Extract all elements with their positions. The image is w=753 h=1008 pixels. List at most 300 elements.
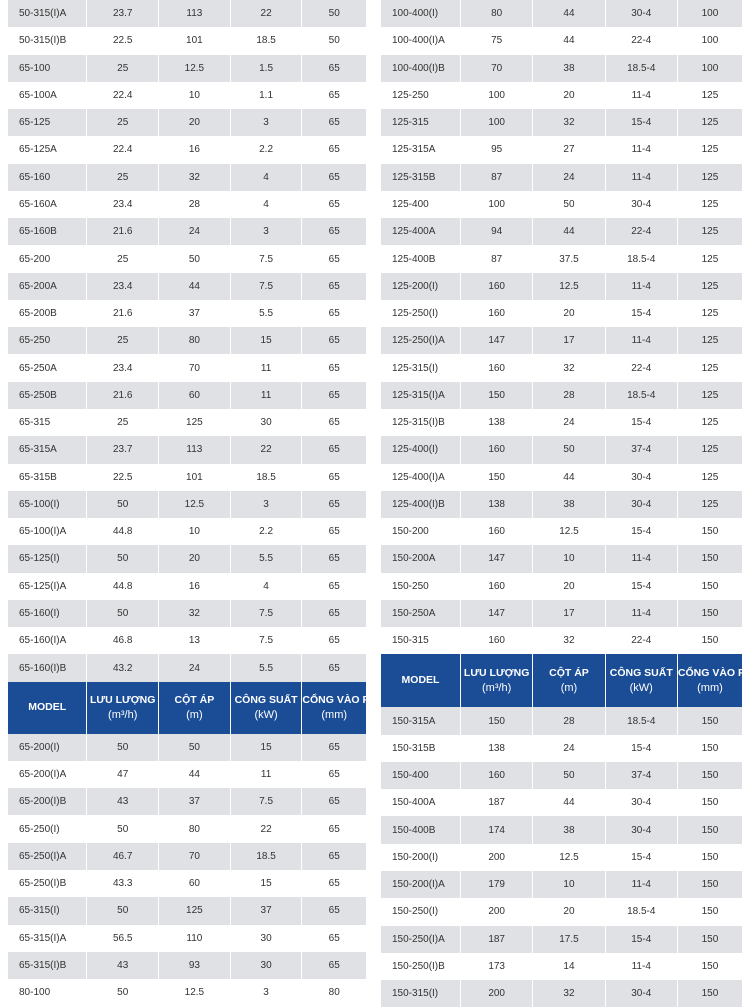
cell-power: 3	[230, 218, 302, 245]
header-power: CÔNG SUẤT (kW)	[605, 654, 677, 707]
cell-port: 65	[302, 191, 367, 218]
cell-model: 100-400(I)B	[381, 55, 461, 82]
cell-head: 101	[159, 464, 231, 491]
cell-model: 150-250(I)	[381, 898, 461, 925]
table-row	[8, 245, 367, 272]
cell-flow: 200	[461, 898, 533, 925]
cell-power: 15-4	[605, 109, 677, 136]
cell-model: 65-315A	[8, 436, 87, 463]
cell-port: 125	[677, 300, 742, 327]
cell-flow: 44.8	[87, 518, 159, 545]
cell-head: 113	[159, 0, 231, 27]
table-row	[381, 844, 743, 871]
cell-head: 17	[533, 327, 605, 354]
cell-flow: 23.4	[87, 273, 159, 300]
cell-port: 65	[302, 436, 367, 463]
cell-power: 11-4	[605, 327, 677, 354]
cell-model: 150-200(I)A	[381, 871, 461, 898]
cell-model: 65-315(I)	[8, 897, 87, 924]
cell-port: 150	[677, 545, 742, 572]
cell-flow: 160	[461, 573, 533, 600]
table-row	[8, 491, 367, 518]
cell-flow: 100	[461, 191, 533, 218]
cell-power: 30-4	[605, 464, 677, 491]
cell-power: 7.5	[230, 600, 302, 627]
cell-port: 150	[677, 735, 742, 762]
table-row	[8, 815, 367, 842]
cell-head: 24	[159, 654, 231, 681]
cell-head: 12.5	[533, 518, 605, 545]
cell-flow: 70	[461, 55, 533, 82]
cell-port: 65	[302, 734, 367, 761]
table-row	[8, 654, 367, 681]
cell-power: 3	[230, 979, 302, 1006]
table-row	[8, 761, 367, 788]
cell-port: 150	[677, 600, 742, 627]
table-row	[381, 762, 743, 789]
header-power: CÔNG SUẤT (kW)	[230, 682, 302, 734]
cell-model: 125-400(I)B	[381, 491, 461, 518]
table-row	[381, 926, 743, 953]
cell-head: 44	[159, 273, 231, 300]
cell-port: 65	[302, 897, 367, 924]
cell-head: 50	[533, 762, 605, 789]
cell-flow: 25	[87, 409, 159, 436]
table-row	[381, 871, 743, 898]
cell-port: 125	[677, 409, 742, 436]
cell-model: 65-250B	[8, 382, 87, 409]
cell-flow: 160	[461, 354, 533, 381]
table-row	[8, 518, 367, 545]
cell-flow: 87	[461, 164, 533, 191]
cell-port: 125	[677, 273, 742, 300]
cell-power: 7.5	[230, 788, 302, 815]
cell-port: 150	[677, 816, 742, 843]
cell-model: 150-400	[381, 762, 461, 789]
cell-flow: 147	[461, 600, 533, 627]
cell-head: 16	[159, 136, 231, 163]
cell-head: 113	[159, 436, 231, 463]
cell-flow: 187	[461, 926, 533, 953]
cell-flow: 95	[461, 136, 533, 163]
table-row	[8, 55, 367, 82]
cell-head: 50	[159, 245, 231, 272]
cell-power: 37-4	[605, 436, 677, 463]
cell-model: 150-400B	[381, 816, 461, 843]
cell-power: 30-4	[605, 980, 677, 1007]
table-row	[8, 382, 367, 409]
cell-model: 65-250(I)A	[8, 843, 87, 870]
table-row	[8, 545, 367, 572]
cell-head: 44	[533, 0, 605, 27]
cell-flow: 43.3	[87, 870, 159, 897]
cell-power: 15	[230, 734, 302, 761]
table-row	[8, 82, 367, 109]
cell-power: 22	[230, 436, 302, 463]
cell-head: 12.5	[159, 55, 231, 82]
cell-model: 65-160(I)	[8, 600, 87, 627]
cell-model: 65-160(I)A	[8, 627, 87, 654]
cell-model: 125-315(I)B	[381, 409, 461, 436]
cell-power: 18.5-4	[605, 707, 677, 734]
cell-head: 60	[159, 870, 231, 897]
cell-port: 65	[302, 382, 367, 409]
cell-power: 15-4	[605, 300, 677, 327]
table-row	[381, 545, 743, 572]
cell-port: 65	[302, 245, 367, 272]
cell-flow: 22.4	[87, 82, 159, 109]
cell-flow: 56.5	[87, 925, 159, 952]
table-row	[8, 436, 367, 463]
cell-head: 14	[533, 953, 605, 980]
cell-power: 11	[230, 382, 302, 409]
cell-flow: 50	[87, 897, 159, 924]
table-row	[8, 409, 367, 436]
cell-model: 65-160B	[8, 218, 87, 245]
table-row	[381, 409, 743, 436]
cell-head: 32	[159, 164, 231, 191]
cell-power: 30	[230, 409, 302, 436]
table-row	[381, 136, 743, 163]
table-row	[381, 109, 743, 136]
cell-port: 150	[677, 953, 742, 980]
cell-port: 65	[302, 300, 367, 327]
cell-port: 150	[677, 926, 742, 953]
cell-model: 65-100	[8, 55, 87, 82]
cell-power: 11-4	[605, 164, 677, 191]
cell-flow: 22.4	[87, 136, 159, 163]
cell-power: 11-4	[605, 82, 677, 109]
cell-port: 65	[302, 218, 367, 245]
cell-port: 65	[302, 273, 367, 300]
cell-flow: 50	[87, 979, 159, 1006]
cell-model: 65-100(I)A	[8, 518, 87, 545]
cell-head: 27	[533, 136, 605, 163]
cell-power: 5.5	[230, 654, 302, 681]
cell-head: 101	[159, 27, 231, 54]
cell-port: 65	[302, 464, 367, 491]
cell-model: 125-400	[381, 191, 461, 218]
cell-flow: 150	[461, 382, 533, 409]
cell-flow: 75	[461, 27, 533, 54]
cell-port: 150	[677, 762, 742, 789]
cell-flow: 44.8	[87, 573, 159, 600]
table-row	[8, 979, 367, 1006]
cell-head: 12.5	[159, 491, 231, 518]
table-row	[381, 436, 743, 463]
cell-model: 125-400B	[381, 245, 461, 272]
cell-power: 11	[230, 761, 302, 788]
cell-flow: 200	[461, 980, 533, 1007]
cell-port: 125	[677, 109, 742, 136]
table-row	[8, 734, 367, 761]
left-table-body-top	[8, 0, 367, 682]
cell-model: 65-250(I)	[8, 815, 87, 842]
cell-flow: 43	[87, 952, 159, 979]
cell-model: 65-315	[8, 409, 87, 436]
cell-flow: 160	[461, 762, 533, 789]
cell-port: 65	[302, 136, 367, 163]
cell-port: 125	[677, 245, 742, 272]
cell-flow: 47	[87, 761, 159, 788]
header-port: CỔNG VÀO RA (mm)	[302, 682, 367, 734]
cell-power: 4	[230, 164, 302, 191]
cell-port: 65	[302, 109, 367, 136]
cell-port: 150	[677, 980, 742, 1007]
cell-port: 125	[677, 464, 742, 491]
cell-power: 11-4	[605, 871, 677, 898]
cell-power: 3	[230, 491, 302, 518]
cell-model: 65-125	[8, 109, 87, 136]
cell-flow: 22.5	[87, 464, 159, 491]
cell-head: 50	[159, 734, 231, 761]
header-model: MODEL	[8, 682, 87, 734]
cell-model: 65-100(I)	[8, 491, 87, 518]
cell-head: 10	[533, 871, 605, 898]
cell-port: 125	[677, 382, 742, 409]
table-row	[381, 82, 743, 109]
table-row	[8, 109, 367, 136]
cell-power: 22	[230, 0, 302, 27]
cell-power: 30-4	[605, 816, 677, 843]
table-row	[8, 354, 367, 381]
cell-head: 50	[533, 191, 605, 218]
table-row	[8, 600, 367, 627]
cell-flow: 46.8	[87, 627, 159, 654]
cell-head: 28	[533, 707, 605, 734]
cell-flow: 50	[87, 545, 159, 572]
table-row	[8, 191, 367, 218]
cell-flow: 43	[87, 788, 159, 815]
cell-model: 65-200(I)	[8, 734, 87, 761]
cell-head: 16	[159, 573, 231, 600]
table-row	[381, 300, 743, 327]
table-row	[381, 218, 743, 245]
cell-power: 30	[230, 925, 302, 952]
pump-spec-table-right	[381, 0, 753, 1007]
cell-head: 24	[533, 735, 605, 762]
cell-power: 1.5	[230, 55, 302, 82]
cell-flow: 87	[461, 245, 533, 272]
table-row	[381, 816, 743, 843]
cell-model: 150-200(I)	[381, 844, 461, 871]
table-row	[8, 27, 367, 54]
table-row	[381, 898, 743, 925]
table-row	[381, 191, 743, 218]
cell-flow: 21.6	[87, 300, 159, 327]
right-table-body-top	[381, 0, 743, 654]
table-row	[8, 627, 367, 654]
cell-head: 37.5	[533, 245, 605, 272]
cell-head: 12.5	[533, 844, 605, 871]
cell-head: 20	[533, 82, 605, 109]
cell-port: 150	[677, 573, 742, 600]
cell-power: 30-4	[605, 491, 677, 518]
cell-head: 44	[533, 218, 605, 245]
cell-flow: 160	[461, 518, 533, 545]
cell-model: 150-200	[381, 518, 461, 545]
table-row	[381, 518, 743, 545]
header-port: CỔNG VÀO RA (mm)	[677, 654, 742, 707]
cell-head: 24	[533, 164, 605, 191]
cell-power: 4	[230, 191, 302, 218]
cell-port: 125	[677, 218, 742, 245]
cell-port: 65	[302, 761, 367, 788]
cell-flow: 179	[461, 871, 533, 898]
cell-head: 12.5	[533, 273, 605, 300]
cell-flow: 50	[87, 600, 159, 627]
cell-power: 7.5	[230, 245, 302, 272]
cell-port: 65	[302, 843, 367, 870]
table-row	[381, 164, 743, 191]
cell-power: 18.5-4	[605, 245, 677, 272]
cell-head: 20	[159, 109, 231, 136]
table-row	[8, 897, 367, 924]
cell-head: 20	[159, 545, 231, 572]
cell-power: 11	[230, 354, 302, 381]
cell-port: 50	[302, 0, 367, 27]
cell-power: 18.5	[230, 27, 302, 54]
table-row	[381, 491, 743, 518]
table-row	[8, 136, 367, 163]
cell-model: 65-125(I)	[8, 545, 87, 572]
cell-model: 65-315(I)A	[8, 925, 87, 952]
cell-power: 18.5-4	[605, 382, 677, 409]
table-row	[381, 627, 743, 654]
cell-head: 125	[159, 409, 231, 436]
table-row	[8, 870, 367, 897]
cell-power: 18.5	[230, 843, 302, 870]
cell-model: 125-200(I)	[381, 273, 461, 300]
cell-head: 17	[533, 600, 605, 627]
right-spec-table-panel	[381, 0, 753, 1007]
cell-flow: 50	[87, 491, 159, 518]
cell-model: 150-250(I)A	[381, 926, 461, 953]
cell-head: 44	[533, 27, 605, 54]
cell-port: 150	[677, 871, 742, 898]
cell-power: 2.2	[230, 518, 302, 545]
table-row	[381, 273, 743, 300]
left-table-header-group	[8, 682, 378, 734]
header-head: CỘT ÁP (m)	[159, 682, 231, 734]
cell-model: 150-315(I)	[381, 980, 461, 1007]
cell-head: 80	[159, 327, 231, 354]
cell-port: 80	[302, 979, 367, 1006]
cell-power: 30-4	[605, 789, 677, 816]
cell-flow: 21.6	[87, 218, 159, 245]
cell-head: 44	[533, 464, 605, 491]
cell-head: 10	[159, 82, 231, 109]
table-row	[8, 925, 367, 952]
cell-flow: 138	[461, 409, 533, 436]
cell-power: 11-4	[605, 600, 677, 627]
cell-head: 20	[533, 300, 605, 327]
cell-power: 11-4	[605, 953, 677, 980]
cell-port: 65	[302, 55, 367, 82]
cell-model: 150-315	[381, 627, 461, 654]
cell-model: 150-250A	[381, 600, 461, 627]
cell-model: 150-250	[381, 573, 461, 600]
header-model: MODEL	[381, 654, 461, 707]
table-header-row	[8, 682, 367, 734]
cell-head: 60	[159, 382, 231, 409]
cell-port: 65	[302, 409, 367, 436]
cell-port: 125	[677, 82, 742, 109]
table-row	[381, 245, 743, 272]
cell-head: 24	[533, 409, 605, 436]
cell-port: 125	[677, 491, 742, 518]
cell-power: 4	[230, 573, 302, 600]
table-row	[8, 464, 367, 491]
cell-model: 100-400(I)	[381, 0, 461, 27]
cell-flow: 25	[87, 55, 159, 82]
cell-flow: 100	[461, 109, 533, 136]
table-row	[8, 218, 367, 245]
right-table-header-group	[381, 654, 753, 707]
table-row	[8, 843, 367, 870]
cell-power: 15-4	[605, 573, 677, 600]
cell-power: 18.5-4	[605, 55, 677, 82]
cell-head: 50	[533, 436, 605, 463]
cell-port: 65	[302, 573, 367, 600]
cell-power: 11-4	[605, 545, 677, 572]
table-row	[381, 600, 743, 627]
cell-port: 65	[302, 925, 367, 952]
cell-flow: 23.7	[87, 436, 159, 463]
cell-port: 125	[677, 436, 742, 463]
left-table-body-bottom	[8, 734, 367, 1007]
cell-port: 50	[302, 27, 367, 54]
table-row	[381, 354, 743, 381]
cell-head: 28	[533, 382, 605, 409]
cell-power: 22-4	[605, 627, 677, 654]
cell-model: 125-315A	[381, 136, 461, 163]
table-row	[8, 0, 367, 27]
cell-flow: 147	[461, 545, 533, 572]
cell-port: 65	[302, 654, 367, 681]
cell-power: 11-4	[605, 136, 677, 163]
table-row	[381, 707, 743, 734]
cell-port: 150	[677, 707, 742, 734]
cell-flow: 138	[461, 735, 533, 762]
cell-port: 150	[677, 789, 742, 816]
cell-head: 38	[533, 816, 605, 843]
cell-head: 70	[159, 843, 231, 870]
cell-head: 32	[533, 109, 605, 136]
cell-model: 65-160	[8, 164, 87, 191]
cell-power: 7.5	[230, 273, 302, 300]
cell-flow: 50	[87, 815, 159, 842]
cell-power: 30-4	[605, 191, 677, 218]
cell-head: 32	[533, 354, 605, 381]
cell-flow: 25	[87, 109, 159, 136]
header-head: CỘT ÁP (m)	[533, 654, 605, 707]
cell-head: 80	[159, 815, 231, 842]
cell-model: 65-200(I)A	[8, 761, 87, 788]
cell-port: 125	[677, 164, 742, 191]
cell-port: 65	[302, 545, 367, 572]
cell-head: 38	[533, 55, 605, 82]
cell-power: 11-4	[605, 273, 677, 300]
cell-port: 65	[302, 491, 367, 518]
cell-power: 7.5	[230, 627, 302, 654]
cell-head: 125	[159, 897, 231, 924]
cell-power: 15-4	[605, 409, 677, 436]
cell-model: 150-250(I)B	[381, 953, 461, 980]
cell-flow: 23.4	[87, 191, 159, 218]
cell-port: 65	[302, 952, 367, 979]
cell-model: 65-315B	[8, 464, 87, 491]
